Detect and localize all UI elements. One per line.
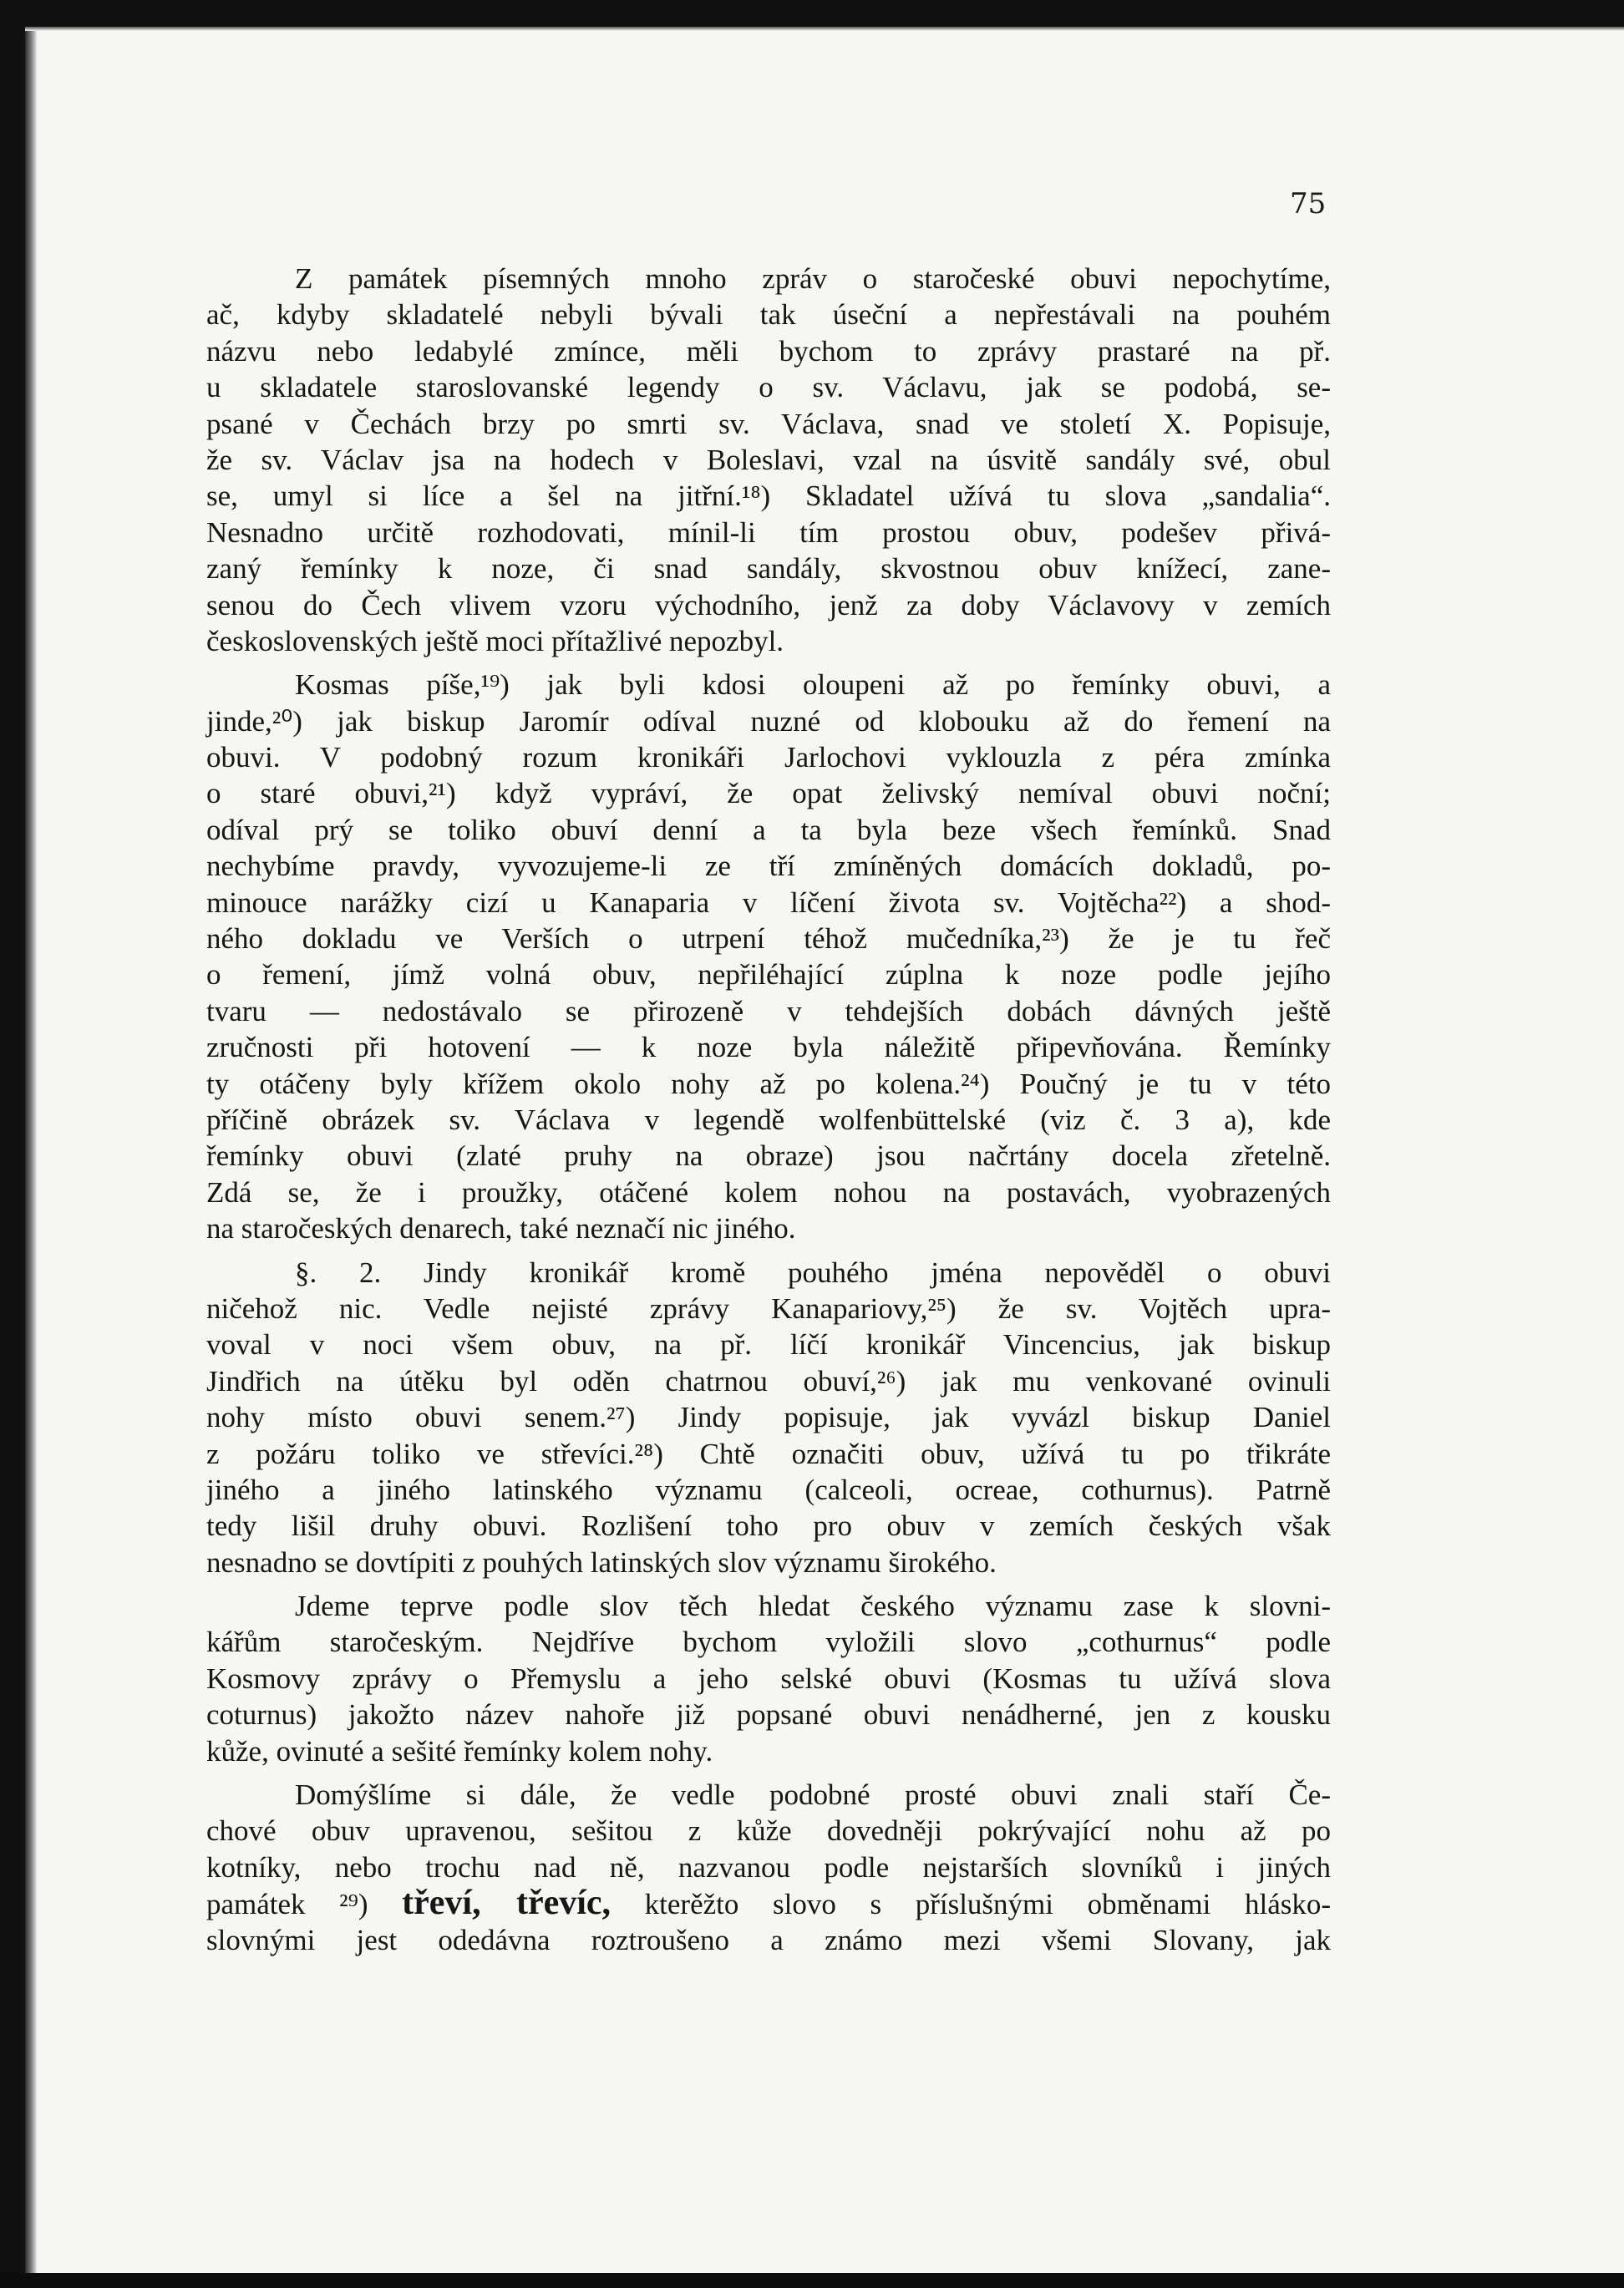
emphasized-term: třeví, třevíc, [402,1884,612,1923]
text-line: minouce narážky cizí u Kanaparia v líčení života sv. Vojtěcha²²) a shod- [206,885,1331,919]
text-line: psané v Čechách brzy po smrti sv. Václava, snad ve století X. Popisuje, [206,407,1331,440]
text-line: československých ještě moci přítažlivé nepozbyl. [206,624,784,657]
text-line: Zdá se, že i proužky, otáčené kolem nohou na postavách, vyobrazených [206,1175,1331,1209]
text-line: z požáru toliko ve střevíci.²⁸) Chtě označiti obuv, užívá tu po třikráte [206,1437,1331,1470]
paragraph-1 [206,261,1331,659]
text-line: kůže, ovinuté a sešité řemínky kolem nohy. [206,1734,713,1768]
text-line-with-emphasis [206,1885,1331,1921]
text-line: jiného a jiného latinského významu (calceoli, ocreae, cothurnus). Patrně [206,1473,1331,1506]
text-line: Kosmovy zprávy o Přemyslu a jeho selské obuvi (Kosmas tu užívá slova [206,1661,1331,1695]
text-line: zaný řemínky k noze, či snad sandály, skvostnou obuv knížecí, zane- [206,552,1331,586]
text-fragment: kterěžto slovo s příslušnými obměnami hlásko- [644,1888,1332,1921]
text-line: Z památek písemných mnoho zpráv o staročeské obuvi nepochytíme, [295,262,1331,295]
text-line: slovnými jest odedávna roztroušeno a známo mezi všemi Slovany, jak [206,1923,1331,1956]
text-line: příčině obrázek sv. Václava v legendě wolfenbüttelské (viz č. 3 a), kde [206,1103,1331,1136]
text-line: nohy místo obuvi senem.²⁷) Jindy popisuje, jak vyvázl biskup Daniel [206,1401,1331,1434]
text-line: §. 2. Jindy kronikář kromě pouhého jména nepověděl o obuvi [295,1256,1331,1289]
text-line: kářům staročeským. Nejdříve bychom vyložili slovo „cothurnus“ podle [206,1626,1331,1659]
text-line: řemínky obuvi (zlaté pruhy na obraze) jsou načrtány docela zřetelně. [206,1139,1331,1173]
paragraph-2 [206,667,1331,1246]
text-line: obuvi. V podobný rozum kronikáři Jarlochovi vyklouzla z péra zmínka [206,741,1331,774]
text-line: tedy lišil druhy obuvi. Rozlišení toho pro obuv v zemích českých však [206,1509,1331,1543]
text-line: ného dokladu ve Verších o utrpení téhož mučedníka,²³) že je tu řeč [206,922,1331,956]
text-line: Domýšlíme si dále, že vedle podobné prosté obuvi znali staří Če- [295,1778,1331,1812]
text-line: u skladatele staroslovanské legendy o sv. Václavu, jak se podobá, se- [206,371,1331,404]
text-line: voval v noci všem obuv, na př. líčí kronikář Vincencius, jak biskup [206,1328,1331,1362]
paragraph-3 [206,1255,1331,1581]
text-line: Kosmas píše,¹⁹) jak byli kdosi oloupeni až po řemínky obuvi, a [295,668,1331,702]
text-line: Nesnadno určitě rozhodovati, mínil-li tím prostou obuv, podešev přivá- [206,515,1331,549]
text-line: názvu nebo ledabylé zmínce, měli bychom to zprávy prastaré na př. [206,334,1331,368]
text-line: o řemení, jímž volná obuv, nepřiléhající zúplna k noze podle jejího [206,958,1331,992]
text-line: Jdeme teprve podle slov těch hledat českého významu zase k slovni- [295,1590,1331,1623]
text-line: odíval prý se toliko obuví denní a ta byla beze všech řemínků. Snad [206,813,1331,846]
text-line: ty otáčeny byly křížem okolo nohy až po kolena.²⁴) Poučný je tu v této [206,1067,1331,1100]
text-line: chové obuv upravenou, sešitou z kůže dovedněji pokrývající nohu až po [206,1814,1331,1848]
text-line: o staré obuvi,²¹) když vypráví, že opat želivský nemíval obuvi noční; [206,777,1331,810]
binding-gutter [25,27,37,2288]
text-line: se, umyl si líce a šel na jitřní.¹⁸) Skladatel užívá tu slova „sandalia“. [206,479,1331,513]
text-line: senou do Čech vlivem vzoru východního, jenž za doby Václavovy v zemích [206,588,1331,621]
text-line: Jindřich na útěku byl oděn chatrnou obuví,²⁶) jak mu venkované ovinuli [206,1364,1331,1398]
page-top-edge [25,27,1624,31]
text-line: jinde,²⁰) jak biskup Jaromír odíval nuzné od klobouku až do řemení na [206,704,1331,738]
text-line: zručnosti při hotovení — k noze byla náležitě připevňována. Řemínky [206,1031,1331,1064]
text-line: že sv. Václav jsa na hodech v Boleslavi, vzal na úsvitě sandály své, obul [206,443,1331,476]
text-line: ničehož nic. Vedle nejisté zprávy Kanapariovy,²⁵) že sv. Vojtěch upra- [206,1291,1331,1325]
text-fragment: památek ²⁹) [206,1888,368,1921]
text-line: ač, kdyby skladatelé nebyli bývali tak úseční a nepřestávali na pouhém [206,298,1331,332]
paragraph-4 [206,1588,1331,1769]
text-line: na staročeských denarech, také neznačí nic jiného. [206,1212,796,1245]
text-line: tvaru — nedostávalo se přirozeně v tehdejších dobách dávných ještě [206,994,1331,1027]
text-line: nechybíme pravdy, vyvozujeme-li ze tří zmíněných domácích dokladů, po- [206,850,1331,883]
text-line: kotníky, nebo trochu nad ně, nazvanou podle nejstarších slovníků i jiných [206,1850,1331,1884]
body-text [206,261,1331,1966]
page-number: 75 [1290,187,1327,221]
text-line: nesnadno se dovtípiti z pouhých latinských slov významu širokého. [206,1545,997,1579]
paragraph-5 [206,1777,1331,1958]
text-line: coturnus) jakožto název nahoře již popsané obuvi nenádherné, jen z kousku [206,1698,1331,1732]
scan-bottom-edge [0,2273,1624,2288]
